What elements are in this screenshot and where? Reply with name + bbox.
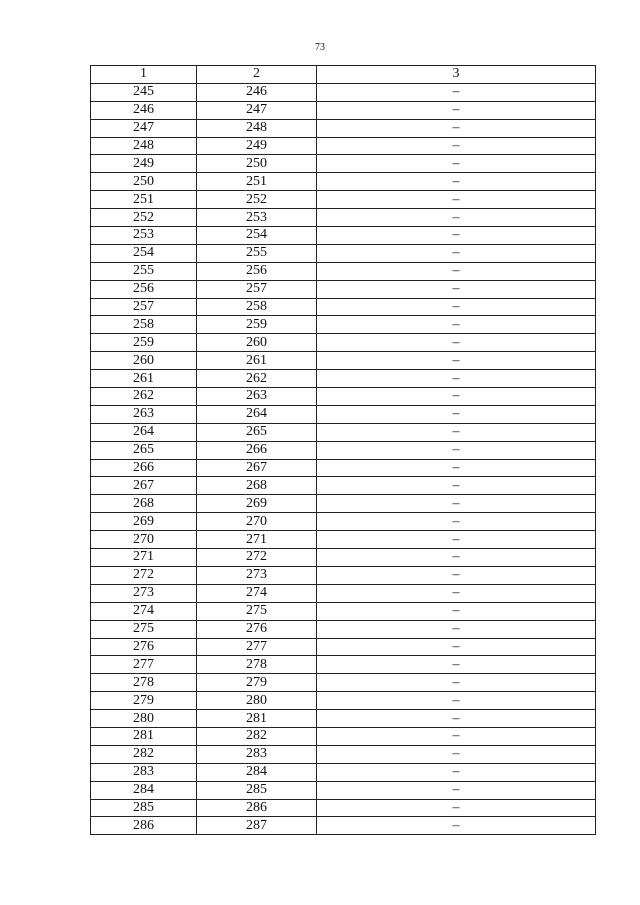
table-cell-col-1: 279	[91, 692, 197, 710]
table-row	[91, 745, 596, 763]
table-cell-col-3: –	[317, 763, 596, 781]
table-row	[91, 244, 596, 262]
table-row	[91, 477, 596, 495]
table-cell-col-1: 249	[91, 155, 197, 173]
table-row	[91, 262, 596, 280]
table-cell-col-3: –	[317, 227, 596, 245]
column-header-2: 2	[197, 66, 317, 84]
table-cell-col-2: 282	[197, 727, 317, 745]
table-cell-col-1: 270	[91, 531, 197, 549]
table-cell-col-3: –	[317, 83, 596, 101]
table-cell-col-2: 264	[197, 405, 317, 423]
table-cell-col-3: –	[317, 584, 596, 602]
table-row	[91, 352, 596, 370]
table-row	[91, 316, 596, 334]
table-cell-col-3: –	[317, 101, 596, 119]
table-cell-col-1: 284	[91, 781, 197, 799]
table-cell-col-1: 253	[91, 227, 197, 245]
table-cell-col-3: –	[317, 423, 596, 441]
table-cell-col-2: 273	[197, 566, 317, 584]
table-cell-col-3: –	[317, 173, 596, 191]
table-row	[91, 710, 596, 728]
table-header	[91, 66, 596, 84]
table-cell-col-3: –	[317, 137, 596, 155]
table-row	[91, 405, 596, 423]
table-cell-col-1: 256	[91, 280, 197, 298]
table-cell-col-3: –	[317, 638, 596, 656]
table-cell-col-1: 285	[91, 799, 197, 817]
table-cell-col-2: 255	[197, 244, 317, 262]
table-cell-col-2: 272	[197, 549, 317, 567]
table-cell-col-2: 281	[197, 710, 317, 728]
table-row	[91, 692, 596, 710]
table-cell-col-1: 274	[91, 602, 197, 620]
table-cell-col-1: 257	[91, 298, 197, 316]
table-cell-col-2: 280	[197, 692, 317, 710]
table-cell-col-3: –	[317, 244, 596, 262]
table-cell-col-2: 278	[197, 656, 317, 674]
table-cell-col-1: 260	[91, 352, 197, 370]
table-cell-col-2: 252	[197, 191, 317, 209]
table-cell-col-1: 247	[91, 119, 197, 137]
table-row	[91, 137, 596, 155]
table-cell-col-3: –	[317, 656, 596, 674]
table-cell-col-1: 254	[91, 244, 197, 262]
table-cell-col-2: 266	[197, 441, 317, 459]
table-cell-col-3: –	[317, 370, 596, 388]
table-row	[91, 388, 596, 406]
table-cell-col-2: 256	[197, 262, 317, 280]
table-cell-col-3: –	[317, 817, 596, 835]
table-cell-col-2: 270	[197, 513, 317, 531]
data-table	[90, 65, 596, 835]
table-cell-col-1: 271	[91, 549, 197, 567]
table-cell-col-1: 258	[91, 316, 197, 334]
table-cell-col-3: –	[317, 745, 596, 763]
table-row	[91, 763, 596, 781]
table-row	[91, 602, 596, 620]
table-cell-col-1: 278	[91, 674, 197, 692]
table-row	[91, 441, 596, 459]
table-cell-col-3: –	[317, 710, 596, 728]
table-cell-col-3: –	[317, 549, 596, 567]
table-cell-col-3: –	[317, 405, 596, 423]
table-cell-col-2: 258	[197, 298, 317, 316]
table-cell-col-2: 262	[197, 370, 317, 388]
table-cell-col-1: 273	[91, 584, 197, 602]
table-cell-col-2: 259	[197, 316, 317, 334]
table-cell-col-1: 268	[91, 495, 197, 513]
table-cell-col-2: 246	[197, 83, 317, 101]
table-cell-col-1: 266	[91, 459, 197, 477]
table-cell-col-1: 280	[91, 710, 197, 728]
table-row	[91, 173, 596, 191]
table-cell-col-3: –	[317, 388, 596, 406]
table-row	[91, 495, 596, 513]
table-cell-col-2: 271	[197, 531, 317, 549]
table-cell-col-2: 274	[197, 584, 317, 602]
table-row	[91, 799, 596, 817]
table-cell-col-2: 279	[197, 674, 317, 692]
table-row	[91, 191, 596, 209]
table-cell-col-3: –	[317, 727, 596, 745]
table-cell-col-2: 286	[197, 799, 317, 817]
table-cell-col-3: –	[317, 262, 596, 280]
table-cell-col-3: –	[317, 316, 596, 334]
table-row	[91, 119, 596, 137]
table-cell-col-2: 277	[197, 638, 317, 656]
table-cell-col-1: 252	[91, 209, 197, 227]
table-row	[91, 209, 596, 227]
table-cell-col-1: 255	[91, 262, 197, 280]
table-row	[91, 370, 596, 388]
table-cell-col-2: 253	[197, 209, 317, 227]
table-cell-col-3: –	[317, 459, 596, 477]
table-row	[91, 566, 596, 584]
table-cell-col-1: 264	[91, 423, 197, 441]
table-cell-col-2: 268	[197, 477, 317, 495]
table-cell-col-3: –	[317, 280, 596, 298]
table-cell-col-3: –	[317, 477, 596, 495]
table-cell-col-1: 245	[91, 83, 197, 101]
table-row	[91, 459, 596, 477]
table-cell-col-3: –	[317, 620, 596, 638]
table-row	[91, 334, 596, 352]
table-cell-col-1: 250	[91, 173, 197, 191]
table-cell-col-1: 259	[91, 334, 197, 352]
table-cell-col-1: 267	[91, 477, 197, 495]
table-cell-col-2: 247	[197, 101, 317, 119]
table-row	[91, 227, 596, 245]
table-row	[91, 101, 596, 119]
table-cell-col-3: –	[317, 602, 596, 620]
table-row	[91, 584, 596, 602]
header-row	[91, 66, 596, 84]
table-cell-col-2: 267	[197, 459, 317, 477]
table-cell-col-2: 275	[197, 602, 317, 620]
table-row	[91, 656, 596, 674]
table-row	[91, 781, 596, 799]
table-cell-col-2: 254	[197, 227, 317, 245]
table-cell-col-2: 248	[197, 119, 317, 137]
table-cell-col-2: 283	[197, 745, 317, 763]
table-cell-col-2: 250	[197, 155, 317, 173]
table-cell-col-1: 281	[91, 727, 197, 745]
table-cell-col-3: –	[317, 781, 596, 799]
table-cell-col-2: 257	[197, 280, 317, 298]
column-header-1: 1	[91, 66, 197, 84]
table-cell-col-2: 284	[197, 763, 317, 781]
table-cell-col-1: 262	[91, 388, 197, 406]
table-cell-col-2: 251	[197, 173, 317, 191]
table-cell-col-1: 265	[91, 441, 197, 459]
table-cell-col-3: –	[317, 495, 596, 513]
table-cell-col-3: –	[317, 674, 596, 692]
table-row	[91, 620, 596, 638]
table-cell-col-2: 261	[197, 352, 317, 370]
table-cell-col-1: 248	[91, 137, 197, 155]
table-cell-col-2: 287	[197, 817, 317, 835]
table-cell-col-1: 277	[91, 656, 197, 674]
table-cell-col-3: –	[317, 209, 596, 227]
table-cell-col-3: –	[317, 155, 596, 173]
table-row	[91, 298, 596, 316]
table-cell-col-2: 260	[197, 334, 317, 352]
table-cell-col-1: 261	[91, 370, 197, 388]
table-row	[91, 727, 596, 745]
table-row	[91, 513, 596, 531]
table-row	[91, 531, 596, 549]
table-cell-col-2: 249	[197, 137, 317, 155]
table-cell-col-3: –	[317, 566, 596, 584]
table-cell-col-1: 282	[91, 745, 197, 763]
table-row	[91, 638, 596, 656]
table-cell-col-1: 283	[91, 763, 197, 781]
table-row	[91, 817, 596, 835]
table-cell-col-1: 246	[91, 101, 197, 119]
page-number: 73	[315, 42, 325, 53]
table-cell-col-1: 276	[91, 638, 197, 656]
table-body	[91, 83, 596, 834]
table-cell-col-1: 275	[91, 620, 197, 638]
table-cell-col-2: 263	[197, 388, 317, 406]
table-cell-col-3: –	[317, 513, 596, 531]
table-row	[91, 155, 596, 173]
column-header-3: 3	[317, 66, 596, 84]
table-row	[91, 674, 596, 692]
table-cell-col-2: 285	[197, 781, 317, 799]
table-cell-col-3: –	[317, 191, 596, 209]
table-cell-col-1: 272	[91, 566, 197, 584]
table-cell-col-3: –	[317, 334, 596, 352]
table-row	[91, 83, 596, 101]
table-cell-col-2: 276	[197, 620, 317, 638]
table-cell-col-3: –	[317, 352, 596, 370]
table-row	[91, 280, 596, 298]
table-cell-col-1: 251	[91, 191, 197, 209]
table-cell-col-3: –	[317, 298, 596, 316]
table-cell-col-2: 265	[197, 423, 317, 441]
table-cell-col-2: 269	[197, 495, 317, 513]
table-cell-col-3: –	[317, 441, 596, 459]
table-cell-col-1: 269	[91, 513, 197, 531]
table-row	[91, 549, 596, 567]
table-row	[91, 423, 596, 441]
table-cell-col-3: –	[317, 119, 596, 137]
table-cell-col-3: –	[317, 799, 596, 817]
table-cell-col-3: –	[317, 692, 596, 710]
table-cell-col-1: 263	[91, 405, 197, 423]
table-cell-col-3: –	[317, 531, 596, 549]
table-cell-col-1: 286	[91, 817, 197, 835]
